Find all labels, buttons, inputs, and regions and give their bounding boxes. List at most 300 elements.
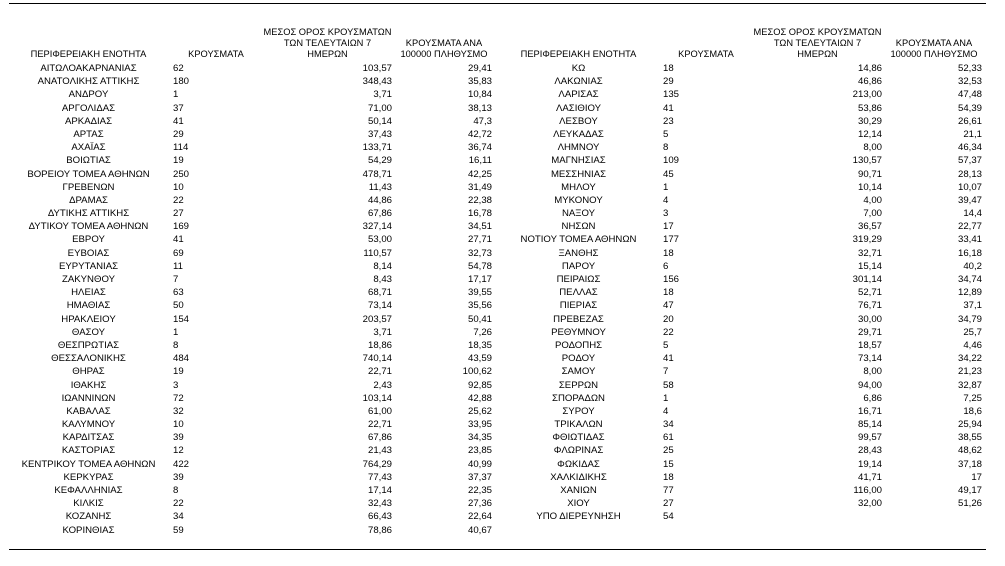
table-row <box>496 458 984 471</box>
region-cell: ΜΥΚΟΝΟΥ <box>554 194 603 206</box>
region-cell: ΦΘΙΩΤΙΔΑΣ <box>552 432 605 444</box>
region-cell: ΚΑΒΑΛΑΣ <box>66 405 111 417</box>
cases-cell: 72 <box>173 392 184 404</box>
region-cell: ΛΕΥΚΑΔΑΣ <box>553 128 604 140</box>
region-cell: ΒΟΙΩΤΙΑΣ <box>66 155 111 167</box>
table-row <box>6 207 494 220</box>
per100k-cell: 42,25 <box>467 168 492 180</box>
table-row <box>6 154 494 167</box>
per100k-cell: 22,35 <box>467 485 492 496</box>
avg7-cell: 73,14 <box>367 300 392 312</box>
region-cell: ΔΡΑΜΑΣ <box>69 194 108 206</box>
cases-cell: 4 <box>663 194 669 206</box>
avg7-cell: 301,14 <box>852 274 882 285</box>
cases-cell: 7 <box>173 274 179 285</box>
per100k-cell: 37,1 <box>963 300 982 312</box>
avg7-cell: 14,86 <box>857 63 882 74</box>
table-row <box>6 444 494 457</box>
table-row <box>6 392 494 405</box>
table-row <box>6 405 494 418</box>
avg7-cell: 3,71 <box>373 89 392 101</box>
table-row <box>496 220 984 233</box>
per100k-cell: 16,78 <box>467 208 492 220</box>
per100k-cell: 14,4 <box>963 208 982 220</box>
cases-cell: 135 <box>663 89 680 101</box>
cases-cell: 22 <box>173 194 184 206</box>
avg7-cell: 90,71 <box>857 168 882 180</box>
per100k-cell: 57,37 <box>957 155 982 167</box>
region-cell: ΛΗΜΝΟΥ <box>557 142 600 154</box>
per100k-cell: 51,26 <box>957 498 982 510</box>
per100k-cell: 39,47 <box>957 194 982 206</box>
per100k-cell: 22,64 <box>467 511 492 523</box>
table-row <box>6 220 494 233</box>
table-row <box>496 88 984 101</box>
per100k-cell: 21,1 <box>963 128 982 140</box>
avg7-cell: 73,14 <box>857 353 882 365</box>
per100k-cell: 17,17 <box>467 274 492 285</box>
region-cell: ΡΟΔΟΠΗΣ <box>554 339 603 351</box>
per100k-cell: 16,18 <box>957 247 982 259</box>
avg7-cell: 213,00 <box>852 89 882 101</box>
region-cell: ΘΕΣΠΡΩΤΙΑΣ <box>57 339 120 351</box>
cases-cell: 41 <box>663 353 674 365</box>
region-cell: ΖΑΚΥΝΘΟΥ <box>62 274 115 285</box>
cases-cell: 23 <box>663 115 674 127</box>
cases-cell: 50 <box>173 300 184 312</box>
per100k-cell: 92,85 <box>467 379 492 391</box>
cases-cell: 15 <box>663 458 674 470</box>
avg7-cell: 15,14 <box>857 260 882 272</box>
avg7-cell: 3,71 <box>373 326 392 338</box>
avg7-cell: 110,57 <box>363 247 392 259</box>
table-row <box>6 484 494 497</box>
cases-cell: 62 <box>173 63 184 74</box>
table-row <box>6 326 494 339</box>
region-cell: ΝΗΣΩΝ <box>561 221 596 233</box>
avg7-cell: 30,29 <box>857 115 882 127</box>
avg7-cell: 50,14 <box>367 115 392 127</box>
cases-cell: 4 <box>663 405 669 417</box>
per100k-cell: 48,62 <box>957 445 982 457</box>
avg7-cell: 4,00 <box>863 194 882 206</box>
region-cell: ΞΑΝΘΗΣ <box>558 247 599 259</box>
cases-cell: 39 <box>173 471 184 483</box>
cases-cell: 18 <box>663 287 674 299</box>
per100k-cell: 16,11 <box>468 155 492 167</box>
region-cell: ΚΑΛΥΜΝΟΥ <box>61 419 116 431</box>
cases-cell: 422 <box>173 458 190 470</box>
avg7-cell: 78,86 <box>367 524 392 536</box>
cases-table-right <box>496 22 984 524</box>
avg7-cell: 17,14 <box>367 485 392 496</box>
avg7-cell: 32,00 <box>857 498 882 510</box>
cases-cell: 1 <box>173 89 179 101</box>
cases-cell: 250 <box>173 168 190 180</box>
region-cell: ΚΩ <box>571 63 586 74</box>
avg7-cell: 30,00 <box>857 313 882 325</box>
region-cell: ΑΡΓΟΛΙΔΑΣ <box>61 102 116 114</box>
table-row <box>496 194 984 207</box>
region-cell: ΠΙΕΡΙΑΣ <box>559 300 598 312</box>
cases-cell: 41 <box>173 115 184 127</box>
table-row <box>496 102 984 115</box>
top-rule <box>9 3 986 4</box>
per100k-cell: 100,62 <box>462 366 492 378</box>
avg7-cell: 28,43 <box>857 445 882 457</box>
avg7-cell: 67,86 <box>367 432 392 444</box>
avg7-cell: 10,14 <box>857 181 882 193</box>
cases-cell: 109 <box>663 155 680 167</box>
region-cell: ΚΑΡΔΙΤΣΑΣ <box>62 432 115 444</box>
region-cell: ΜΕΣΣΗΝΙΑΣ <box>550 168 607 180</box>
table-row <box>6 181 494 194</box>
header-cases: ΚΡΟΥΣΜΑΤΑ <box>188 49 244 59</box>
region-cell: ΗΜΑΘΙΑΣ <box>66 300 111 312</box>
per100k-cell: 22,38 <box>467 194 492 206</box>
per100k-cell: 26,61 <box>957 115 982 127</box>
cases-cell: 47 <box>663 300 674 312</box>
per100k-cell: 33,41 <box>957 234 982 246</box>
cases-cell: 7 <box>663 366 669 378</box>
header-region: ΠΕΡΙΦΕΡΕΙΑΚΗ ΕΝΟΤΗΤΑ <box>520 49 637 59</box>
region-cell: ΗΡΑΚΛΕΙΟΥ <box>61 313 116 325</box>
per100k-cell: 25,94 <box>957 419 982 431</box>
region-cell: ΕΥΒΟΙΑΣ <box>67 247 110 259</box>
avg7-cell: 44,86 <box>367 194 392 206</box>
per100k-cell: 4,46 <box>963 339 982 351</box>
region-cell: ΤΡΙΚΑΛΩΝ <box>554 419 603 431</box>
region-cell: ΦΩΚΙΔΑΣ <box>557 458 600 470</box>
region-cell: ΧΑΛΚΙΔΙΚΗΣ <box>550 471 607 483</box>
per100k-cell: 38,55 <box>957 432 982 444</box>
table-row <box>496 115 984 128</box>
table-row <box>6 75 494 88</box>
table-row <box>6 141 494 154</box>
cases-cell: 58 <box>663 379 674 391</box>
table-row <box>496 181 984 194</box>
region-cell: ΑΡΤΑΣ <box>73 128 104 140</box>
table-row <box>496 313 984 326</box>
per100k-cell: 36,74 <box>467 142 492 154</box>
per100k-cell: 34,51 <box>467 221 492 233</box>
avg7-cell: 41,71 <box>857 471 882 483</box>
region-cell: ΚΑΣΤΟΡΙΑΣ <box>61 445 116 457</box>
table-body-left <box>6 62 494 537</box>
table-row <box>6 352 494 365</box>
cases-cell: 34 <box>663 419 674 431</box>
avg7-cell: 6,86 <box>863 392 882 404</box>
table-row <box>496 154 984 167</box>
cases-cell: 69 <box>173 247 184 259</box>
cases-cell: 8 <box>173 339 179 351</box>
avg7-cell: 36,57 <box>857 221 882 233</box>
region-cell: ΑΙΤΩΛΟΑΚΑΡΝΑΝΙΑΣ <box>40 63 137 74</box>
avg7-cell: 203,57 <box>362 313 392 325</box>
avg7-cell: 85,14 <box>857 419 882 431</box>
avg7-cell: 77,43 <box>367 471 392 483</box>
per100k-cell: 42,88 <box>467 392 492 404</box>
cases-cell: 1 <box>663 181 669 193</box>
avg7-cell: 8,14 <box>373 260 392 272</box>
avg7-cell: 21,43 <box>367 445 392 457</box>
region-cell: ΕΥΡΥΤΑΝΙΑΣ <box>58 260 119 272</box>
table-row <box>6 62 494 75</box>
cases-cell: 22 <box>173 498 184 510</box>
per100k-cell: 7,25 <box>963 392 982 404</box>
region-cell: ΔΥΤΙΚΟΥ ΤΟΜΕΑ ΑΘΗΝΩΝ <box>28 221 149 233</box>
avg7-cell: 11,43 <box>368 181 392 193</box>
per100k-cell: 50,41 <box>467 313 492 325</box>
region-cell: ΥΠΟ ΔΙΕΡΕΥΝΗΣΗ <box>536 511 621 523</box>
per100k-cell: 40,99 <box>467 458 492 470</box>
avg7-cell: 22,71 <box>367 366 392 378</box>
region-cell: ΑΝΑΤΟΛΙΚΗΣ ΑΤΤΙΚΗΣ <box>37 76 140 88</box>
region-cell: ΚΕΦΑΛΛΗΝΙΑΣ <box>54 485 123 496</box>
avg7-cell: 32,43 <box>367 498 392 510</box>
region-cell: ΑΧΑΪΑΣ <box>71 142 106 154</box>
avg7-cell: 16,71 <box>857 405 882 417</box>
table-row <box>6 194 494 207</box>
table-row <box>6 431 494 444</box>
cases-cell: 114 <box>173 142 189 154</box>
header-avg7: ΜΕΣΟΣ ΟΡΟΣ ΚΡΟΥΣΜΑΤΩΝ ΤΩΝ ΤΕΛΕΥΤΑΙΩΝ 7 ΗΜΕΡΩΝ <box>263 27 392 59</box>
avg7-cell: 478,71 <box>362 168 392 180</box>
avg7-cell: 8,00 <box>863 142 882 154</box>
region-cell: ΙΘΑΚΗΣ <box>70 379 107 391</box>
cases-cell: 27 <box>173 208 184 220</box>
per100k-cell: 34,79 <box>957 313 982 325</box>
region-cell: ΦΛΩΡΙΝΑΣ <box>553 445 604 457</box>
region-cell: ΙΩΑΝΝΙΝΩΝ <box>61 392 116 404</box>
avg7-cell: 133,71 <box>362 142 392 154</box>
region-cell: ΚΟΖΑΝΗΣ <box>65 511 112 523</box>
cases-cell: 63 <box>173 287 184 299</box>
region-cell: ΛΕΣΒΟΥ <box>559 115 598 127</box>
avg7-cell: 2,43 <box>373 379 392 391</box>
table-row <box>6 273 494 286</box>
per100k-cell: 43,59 <box>467 353 492 365</box>
table-row <box>6 510 494 523</box>
avg7-cell: 66,43 <box>367 511 392 523</box>
avg7-cell: 46,86 <box>857 76 882 88</box>
avg7-cell: 12,14 <box>857 128 882 140</box>
cases-cell: 10 <box>173 181 184 193</box>
per100k-cell: 46,34 <box>957 142 982 154</box>
avg7-cell: 130,57 <box>852 155 882 167</box>
avg7-cell: 8,43 <box>373 274 392 285</box>
table-row <box>496 62 984 75</box>
table-row <box>496 392 984 405</box>
table-row <box>496 444 984 457</box>
avg7-cell: 76,71 <box>857 300 882 312</box>
per100k-cell: 37,37 <box>467 471 492 483</box>
table-row <box>496 339 984 352</box>
cases-cell: 29 <box>173 128 184 140</box>
per100k-cell: 34,74 <box>957 274 982 285</box>
avg7-cell: 53,00 <box>367 234 392 246</box>
cases-cell: 18 <box>663 63 674 74</box>
avg7-cell: 71,00 <box>367 102 392 114</box>
per100k-cell: 34,35 <box>467 432 492 444</box>
region-cell: ΕΒΡΟΥ <box>72 234 105 246</box>
header-region: ΠΕΡΙΦΕΡΕΙΑΚΗ ΕΝΟΤΗΤΑ <box>30 49 147 59</box>
cases-cell: 8 <box>663 142 669 154</box>
cases-cell: 22 <box>663 326 674 338</box>
region-cell: ΛΑΡΙΣΑΣ <box>558 89 599 101</box>
avg7-cell: 348,43 <box>362 76 392 88</box>
region-cell: ΔΥΤΙΚΗΣ ΑΤΤΙΚΗΣ <box>47 208 130 220</box>
table-row <box>496 207 984 220</box>
table-row <box>496 326 984 339</box>
cases-cell: 41 <box>173 234 184 246</box>
table-row <box>496 286 984 299</box>
cases-cell: 18 <box>663 471 674 483</box>
table-row <box>6 418 494 431</box>
per100k-cell: 29,41 <box>467 63 492 74</box>
avg7-cell: 54,29 <box>367 155 392 167</box>
table-row <box>496 352 984 365</box>
table-row <box>496 75 984 88</box>
cases-cell: 11 <box>173 260 183 272</box>
table-row <box>6 458 494 471</box>
avg7-cell: 18,86 <box>367 339 392 351</box>
region-cell: ΜΗΛΟΥ <box>561 181 596 193</box>
per100k-cell: 35,83 <box>467 76 492 88</box>
table-row <box>6 339 494 352</box>
region-cell: ΠΕΛΛΑΣ <box>559 287 598 299</box>
per100k-cell: 10,07 <box>957 181 982 193</box>
per100k-cell: 12,89 <box>957 287 982 299</box>
table-row <box>496 484 984 497</box>
per100k-cell: 49,17 <box>957 485 982 496</box>
cases-cell: 77 <box>663 485 674 496</box>
per100k-cell: 18,6 <box>963 405 982 417</box>
region-cell: ΚΟΡΙΝΘΙΑΣ <box>62 524 115 536</box>
avg7-cell: 19,14 <box>857 458 882 470</box>
cases-cell: 156 <box>663 274 680 285</box>
table-row <box>496 510 984 523</box>
region-cell: ΚΕΡΚΥΡΑΣ <box>63 471 114 483</box>
table-header-row <box>6 22 494 62</box>
per100k-cell: 54,78 <box>467 260 492 272</box>
cases-cell: 1 <box>663 392 669 404</box>
table-row <box>6 128 494 141</box>
per100k-cell: 22,77 <box>957 221 982 233</box>
cases-cell: 169 <box>173 221 190 233</box>
region-cell: ΣΠΟΡΑΔΩΝ <box>552 392 605 404</box>
per100k-cell: 47,48 <box>957 89 982 101</box>
avg7-cell: 67,86 <box>367 208 392 220</box>
header-per100k: ΚΡΟΥΣΜΑΤΑ ΑΝΑ 100000 ΠΛΗΘΥΣΜΟ <box>400 38 488 59</box>
avg7-cell <box>751 510 884 523</box>
table-row <box>496 233 984 246</box>
avg7-cell: 103,57 <box>362 63 392 74</box>
cases-table-left <box>6 22 494 537</box>
table-row <box>496 260 984 273</box>
per100k-cell: 32,73 <box>467 247 492 259</box>
per100k-cell: 39,55 <box>467 287 492 299</box>
avg7-cell: 18,57 <box>857 339 882 351</box>
bottom-rule <box>9 549 986 550</box>
per100k-cell: 27,36 <box>467 498 492 510</box>
table-row <box>6 379 494 392</box>
per100k-cell: 10,84 <box>467 89 492 101</box>
per100k-cell: 38,13 <box>467 102 492 114</box>
cases-cell: 39 <box>173 432 184 444</box>
region-cell: ΡΟΔΟΥ <box>561 353 596 365</box>
table-row <box>496 418 984 431</box>
table-row <box>496 141 984 154</box>
region-cell: ΛΑΚΩΝΙΑΣ <box>554 76 603 88</box>
cases-cell: 3 <box>173 379 179 391</box>
per100k-cell: 21,23 <box>957 366 982 378</box>
table-row <box>496 365 984 378</box>
cases-cell: 20 <box>663 313 674 325</box>
per100k-cell: 25,62 <box>467 405 492 417</box>
table-row <box>6 115 494 128</box>
region-cell: ΧΑΝΙΩΝ <box>560 485 597 496</box>
cases-cell: 27 <box>663 498 674 510</box>
region-cell: ΒΟΡΕΙΟΥ ΤΟΜΕΑ ΑΘΗΝΩΝ <box>27 168 150 180</box>
table-header-row <box>496 22 984 62</box>
per100k-cell: 32,53 <box>957 76 982 88</box>
avg7-cell: 103,14 <box>362 392 392 404</box>
per100k-cell: 31,49 <box>467 181 492 193</box>
per100k-cell: 40,2 <box>963 260 982 272</box>
cases-cell: 41 <box>663 102 674 114</box>
avg7-cell: 22,71 <box>367 419 392 431</box>
per100k-cell: 7,26 <box>473 326 492 338</box>
cases-cell: 29 <box>663 76 674 88</box>
avg7-cell: 8,00 <box>863 366 882 378</box>
region-cell: ΚΕΝΤΡΙΚΟΥ ΤΟΜΕΑ ΑΘΗΝΩΝ <box>21 458 156 470</box>
cases-cell: 12 <box>173 445 184 457</box>
table-row <box>6 497 494 510</box>
avg7-cell: 116,00 <box>853 485 882 496</box>
per100k-cell: 33,95 <box>467 419 492 431</box>
cases-cell: 5 <box>663 339 669 351</box>
table-row <box>496 431 984 444</box>
region-cell: ΣΑΜΟΥ <box>561 366 596 378</box>
cases-cell: 19 <box>173 155 184 167</box>
table-row <box>6 247 494 260</box>
per100k-cell: 52,33 <box>957 63 982 74</box>
region-cell: ΛΑΣΙΘΙΟΥ <box>555 102 602 114</box>
table-row <box>6 313 494 326</box>
table-row <box>496 497 984 510</box>
avg7-cell: 61,00 <box>367 405 392 417</box>
per100k-cell: 32,87 <box>957 379 982 391</box>
table-row <box>496 247 984 260</box>
per100k-cell: 28,13 <box>957 168 982 180</box>
region-cell: ΠΡΕΒΕΖΑΣ <box>553 313 604 325</box>
table-row <box>6 102 494 115</box>
table-body-right <box>496 62 984 524</box>
avg7-cell: 94,00 <box>857 379 882 391</box>
table-row <box>496 471 984 484</box>
cases-cell: 54 <box>663 511 674 523</box>
cases-cell: 25 <box>663 445 674 457</box>
avg7-cell: 32,71 <box>857 247 882 259</box>
table-row <box>6 286 494 299</box>
table-row <box>6 88 494 101</box>
per100k-cell: 34,22 <box>957 353 982 365</box>
region-cell: ΑΡΚΑΔΙΑΣ <box>65 115 112 127</box>
table-row <box>496 168 984 181</box>
region-cell: ΠΕΙΡΑΙΩΣ <box>556 274 601 285</box>
cases-cell: 177 <box>663 234 680 246</box>
